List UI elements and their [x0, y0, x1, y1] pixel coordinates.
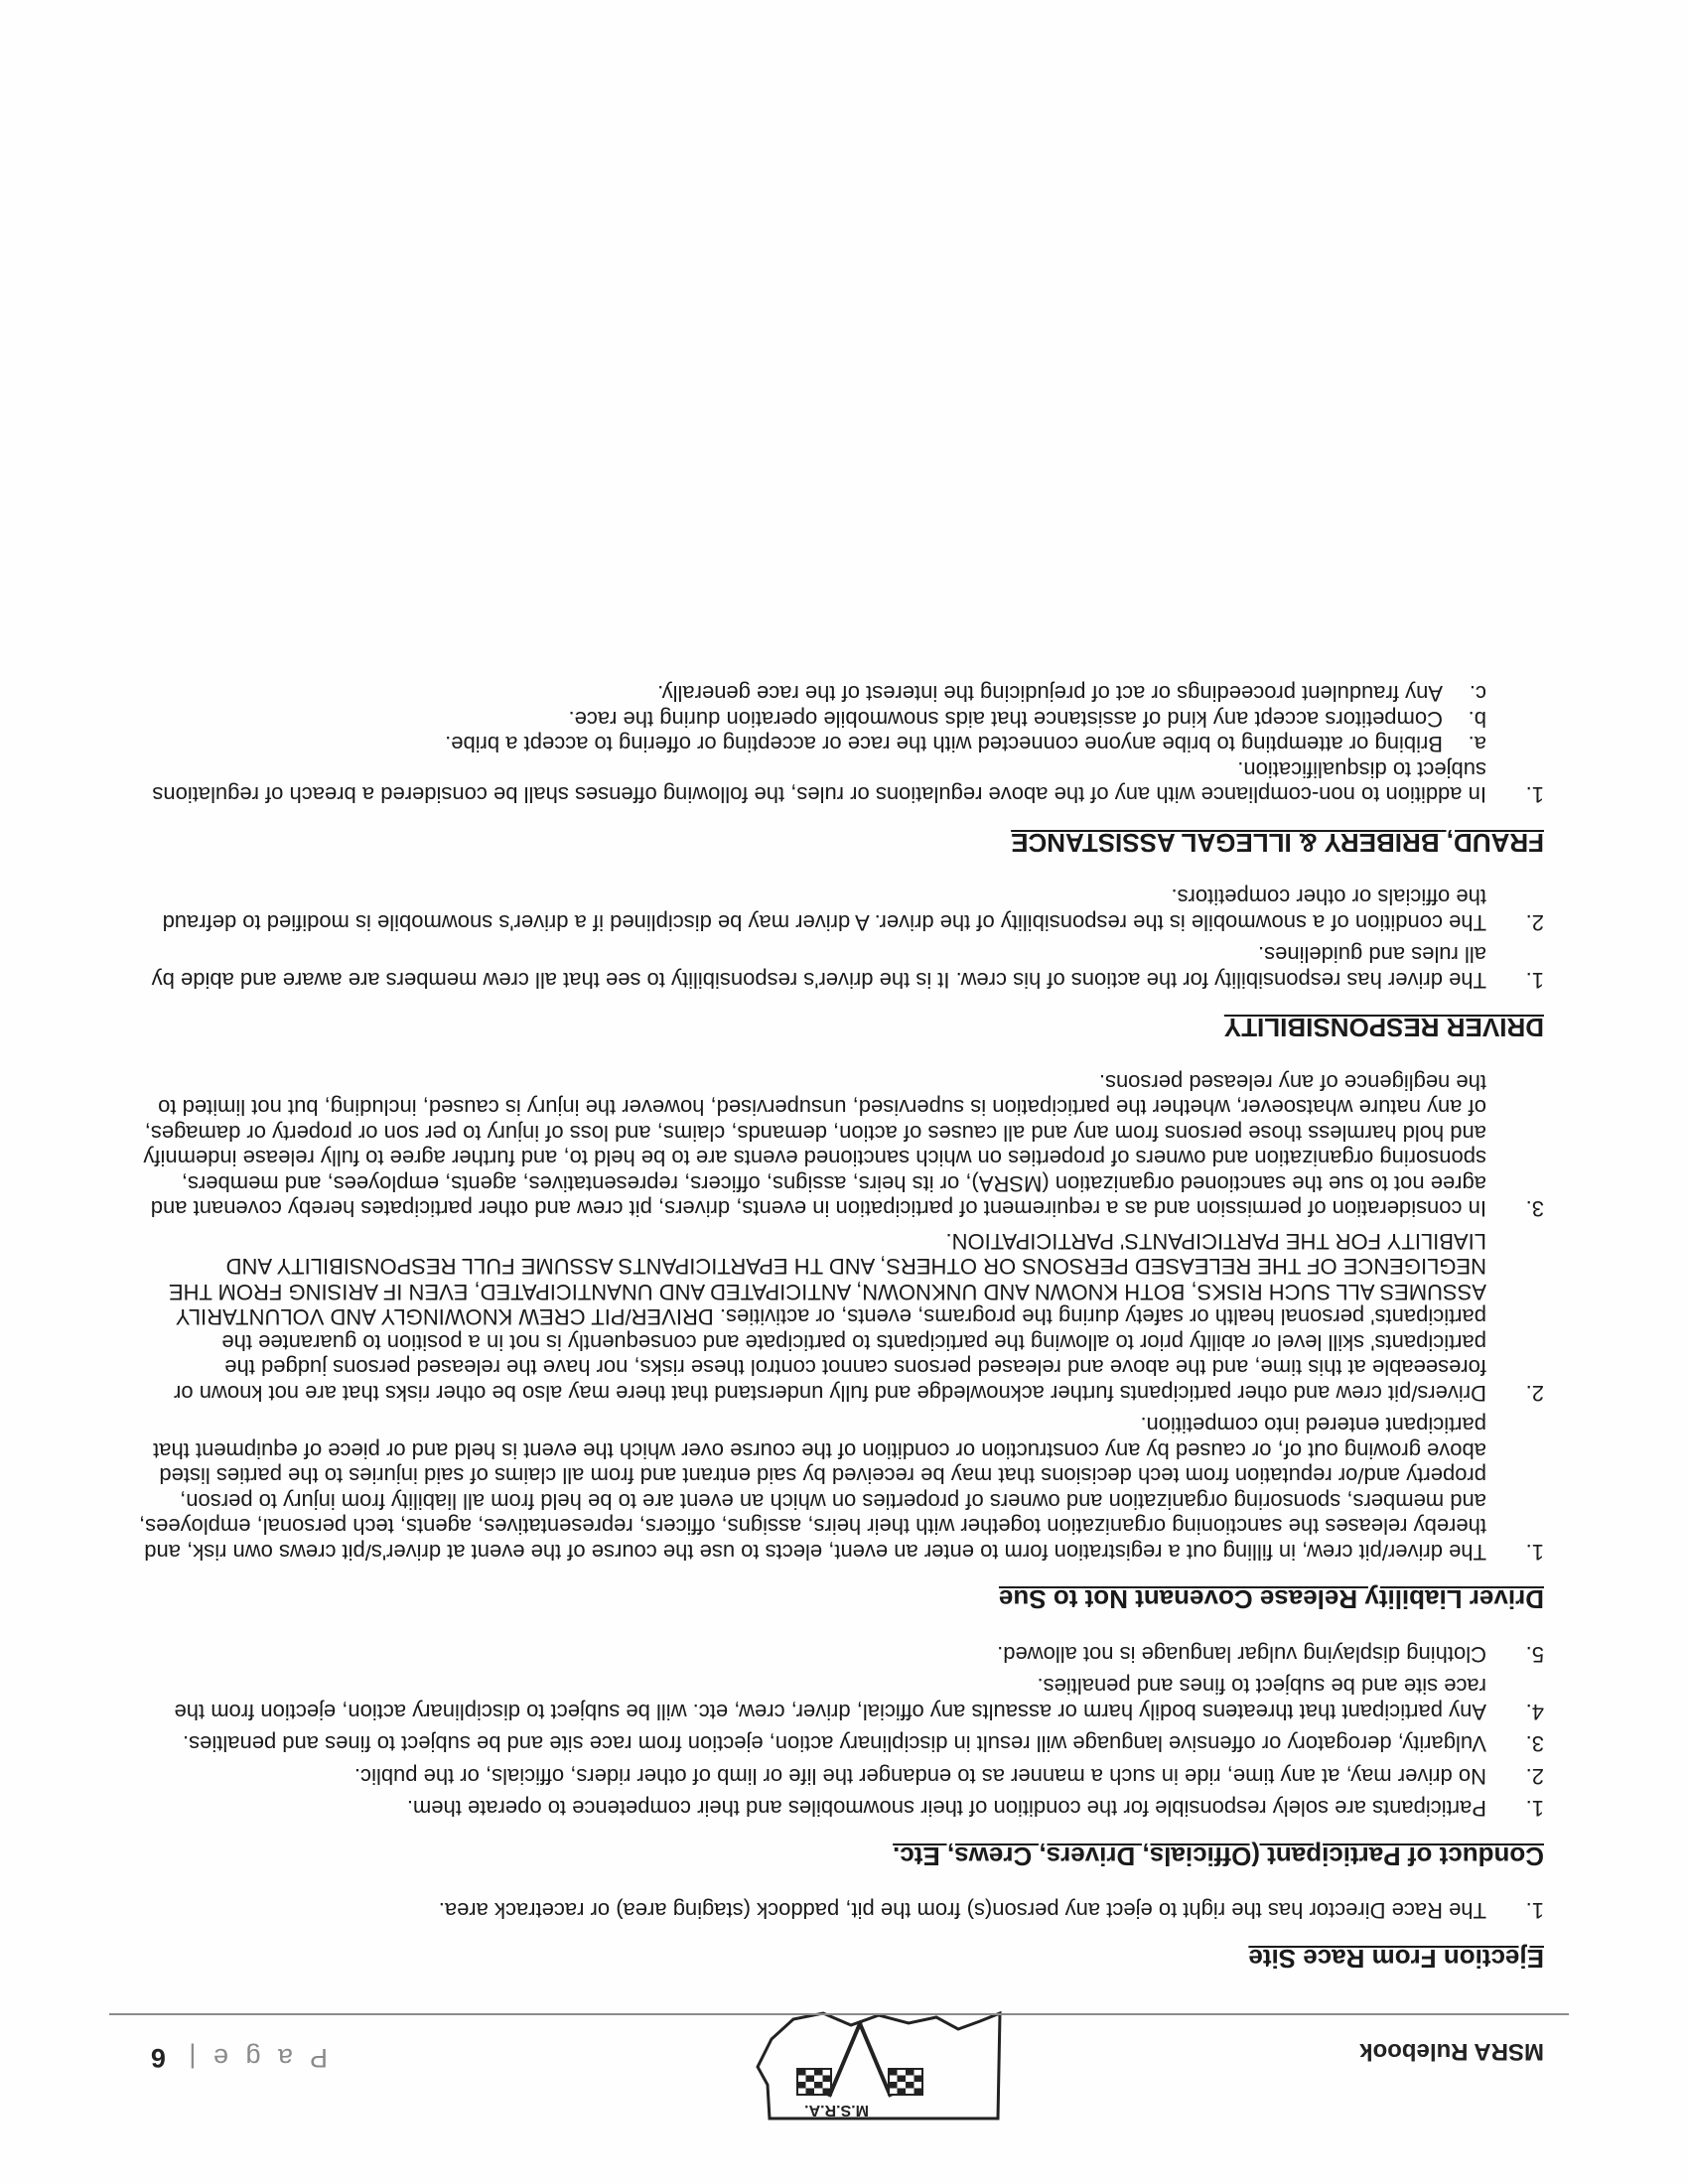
rule-text: In addition to non-compliance with any of the above regulations or rules, the following offenses shall be considered a breach of regulations subject to disqualification. [152, 757, 1486, 808]
section-heading: Ejection From Race Site [1248, 1944, 1544, 1974]
rule-number: 2. [1525, 1381, 1544, 1406]
sub-text: Competitors accept any kind of assistance that aids snowmobile operation during the race. [568, 707, 1443, 732]
rule-item [134, 1674, 1544, 1724]
sub-letter: b. [1468, 707, 1486, 732]
rule-text: The condition of a snowmobile is the responsibility of the driver. A driver may be disciplined if a driver's snowmobile is modified to defraud the officials or other competitors. [162, 885, 1486, 935]
rule-body [134, 681, 1486, 808]
section-heading: FRAUD, BRIBERY & ILLEGAL ASSISTANCE [1011, 828, 1544, 858]
section-conduct [134, 1642, 1544, 1869]
rule-text: Drivers/pit crew and other participants further acknowledge and fully understand that there may also be other risks that are not known or foreseeable at this time, and the above and released persons cannot control these risks, nor have the released persons judged the participants' skill level or ability prior to allowing the participants to participate and consequently is not in a position to guarantee the participants' personal health or safety during the programs, events, or activities. DRIVER/PIT CREW KNOWINGLY AND VOLUNTARILY ASSUMES ALL SUCH RISKS, BOTH KNOWN AND UNKNOWN, ANTICIPATED AND UNANTICIPATED, EVEN IF ARISING FROM THE NEGLIGENCE OF THE RELEASED PERSONS OR OTHERS, AND TH EPARTICIPANTS ASSUME FULL RESPONSIBILITY AND LIABILITY FOR THE PARTICIPANTS' PARTICIPATION. [168, 1229, 1486, 1406]
rule-text: Any participant that threatens bodily harm or assaults any official, driver, crew, etc. will be subject to disciplinary action, ejection from the race site and be subject to fines and penalties. [174, 1674, 1486, 1724]
logo-text: M.S.R.A. [804, 2102, 869, 2118]
rule-text: In consideration of permission and as a requirement of participation in events, drivers, pit crew and other participates hereby covenant and agree not to sue the sanctioned organization (MSRA), or its heirs, assigns, officers, representatives, agents, employees, and members, sponsoring organization and owners of properties on which sanctioned events are to be held to, and further agree to fully release indemnify and hold harmless those persons from any and all causes of action, demands, claims, and loss of injury to per son or property or damages, of any nature whatsoever, whether the participation is supervised, unsupervised, however the injury is caused, including, but not limited to the negligence of any released persons. [143, 1070, 1486, 1222]
rule-item [134, 681, 1544, 808]
rule-number: 1. [1525, 1796, 1544, 1822]
sub-item [134, 707, 1486, 733]
rule-item [134, 1642, 1544, 1668]
rule-text: No driver may, at any time, ride in such a manner as to endanger the life or limb of other riders, officials, or the public. [353, 1764, 1486, 1789]
rule-list [134, 681, 1544, 808]
rule-number: 2. [1525, 910, 1544, 935]
rule-item [134, 942, 1544, 993]
rule-text: The driver/pit crew, in filling out a registration form to enter an event, elects to use the course of the event at driver's/pit crews own risk, and thereby releases the sanctioning organization together with their heirs, assigns, officers, representatives, agents, tech personal, employees, and members, sponsoring organization and owners of properties on which an event are to be held from all liability from injury to person, property and/or reputation from tech decisions that may be received by said entrant and from all claims of said injuries to the parties listed above growing out of, or caused by any construction or condition of the course over which the event is held and or piece of equipment that participant entered into competition. [138, 1413, 1486, 1565]
sub-letter: c. [1469, 681, 1486, 707]
rule-number: 3. [1525, 1731, 1544, 1757]
rule-item [134, 1731, 1544, 1757]
sub-letter: a. [1468, 732, 1486, 757]
rulebook-content [134, 651, 1544, 1974]
rule-item [134, 1229, 1544, 1407]
section-heading: Driver Liability Release Covenant Not to Sue [998, 1584, 1544, 1615]
header-rule [109, 2013, 1569, 2015]
page-indicator [151, 2042, 328, 2073]
rule-number: 4. [1525, 1700, 1544, 1724]
section-heading: Conduct of Participant (Officials, Drivers, Crews, Etc. [893, 1842, 1544, 1871]
rule-number: 1. [1525, 1540, 1544, 1565]
rule-item [134, 1413, 1544, 1565]
rule-item [134, 1796, 1544, 1822]
rule-text: Vulgarity, derogatory or offensive language will result in disciplinary action, ejection from race site and be subject to fines and penalties. [183, 1731, 1486, 1757]
page-header [0, 2005, 1688, 2184]
rule-number: 3. [1525, 1196, 1544, 1222]
rule-number: 1. [1525, 1898, 1544, 1924]
sub-item [134, 732, 1486, 757]
rule-text: The driver has responsibility for the actions of his crew. It is the driver's responsibility to see that all crew members are aware and abide by all rules and guidelines. [151, 942, 1486, 993]
rule-number: 1. [1525, 782, 1544, 808]
section-heading: DRIVER RESPONSIBILITY [1223, 1013, 1544, 1043]
sub-text: Any fraudulent proceedings or act of prejudicing the interest of the race generally. [657, 681, 1443, 707]
rule-text: Clothing displaying vulgar language is not allowed. [997, 1642, 1486, 1667]
rule-list [134, 885, 1544, 993]
rule-list [134, 1898, 1544, 1924]
page-number: 6 [150, 2043, 166, 2073]
rule-item [134, 1898, 1544, 1924]
rule-item [134, 885, 1544, 935]
page-label: P a g e [208, 2043, 328, 2073]
rule-number: 2. [1525, 1764, 1544, 1789]
rule-text: Participants are solely responsible for the condition of their snowmobiles and their competence to operate them. [406, 1796, 1486, 1822]
rule-item [134, 1764, 1544, 1790]
rule-number: 5. [1525, 1642, 1544, 1667]
sub-text: Bribing or attempting to bribe anyone connected with the race or accepting or offering to accept a bribe. [445, 732, 1443, 757]
msra-logo [750, 2005, 1018, 2124]
rule-list [134, 1070, 1544, 1566]
section-driver-responsibility [134, 885, 1544, 1043]
section-ejection [134, 1898, 1544, 1974]
rulebook-title: MSRA Rulebook [1359, 2038, 1544, 2065]
section-fraud-bribery [134, 681, 1544, 858]
rule-item [134, 1070, 1544, 1222]
section-liability-release [134, 1070, 1544, 1615]
rule-text: The Race Director has the right to eject any person(s) from the pit, paddock (staging area) or racetrack area. [438, 1898, 1486, 1924]
rule-number: 1. [1525, 968, 1544, 993]
sub-item [134, 681, 1486, 707]
rule-list [134, 1642, 1544, 1822]
page-separator: | [184, 2043, 197, 2073]
